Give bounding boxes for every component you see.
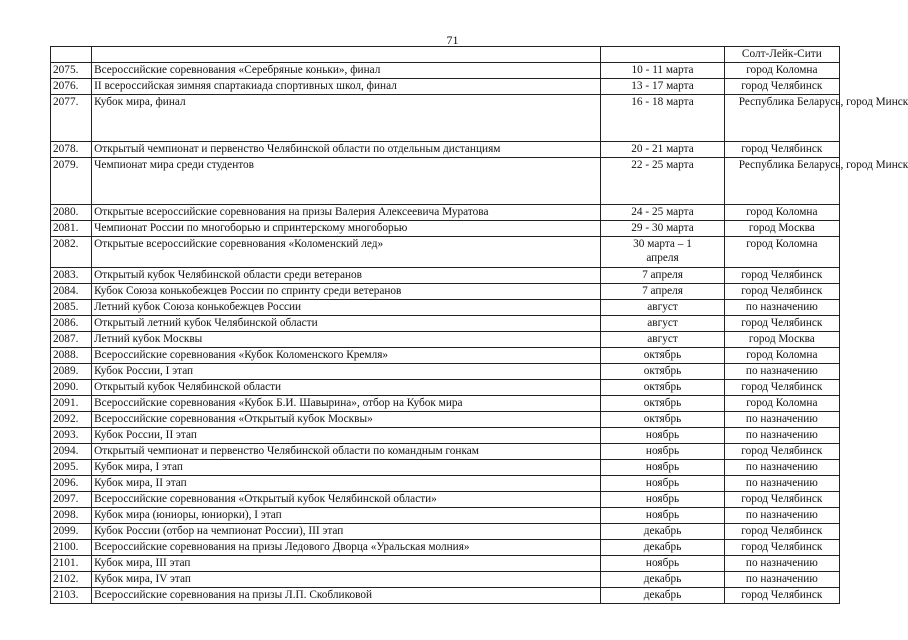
event-name-cell: Всероссийские соревнования «Кубок Б.И. Шавырина», отбор на Кубок мира [92, 396, 601, 412]
table-row [51, 380, 840, 396]
event-place-cell: город Коломна [724, 237, 839, 268]
table-row [51, 428, 840, 444]
row-number-cell: 2098. [51, 508, 92, 524]
event-name-cell: Открытый чемпионат и первенство Челябинской области по командным гонкам [92, 444, 601, 460]
event-place-cell: город Челябинск [724, 492, 839, 508]
header-name-cell [92, 47, 601, 63]
event-name-cell: Чемпионат мира среди студентов [92, 158, 601, 205]
event-place-cell: город Челябинск [724, 142, 839, 158]
event-place-cell: по назначению [724, 300, 839, 316]
event-place-cell: город Коломна [724, 63, 839, 79]
table-row [51, 508, 840, 524]
table-row [51, 142, 840, 158]
table-row [51, 524, 840, 540]
table-row [51, 332, 840, 348]
table-row [51, 237, 840, 268]
event-date-cell: 24 - 25 марта [601, 205, 724, 221]
event-place-cell: город Коломна [724, 396, 839, 412]
event-name-cell: Кубок мира, IV этап [92, 572, 601, 588]
table-row [51, 300, 840, 316]
table-row [51, 460, 840, 476]
row-number-cell: 2090. [51, 380, 92, 396]
table-row [51, 492, 840, 508]
event-place-cell: по назначению [724, 428, 839, 444]
event-place-cell: по назначению [724, 412, 839, 428]
table-row [51, 556, 840, 572]
event-name-cell: Открытые всероссийские соревнования на призы Валерия Алексеевича Муратова [92, 205, 601, 221]
row-number-cell: 2089. [51, 364, 92, 380]
event-place-cell: город Челябинск [724, 524, 839, 540]
event-place-cell: по назначению [724, 508, 839, 524]
table-row [51, 572, 840, 588]
event-date-cell: ноябрь [601, 444, 724, 460]
event-date-cell: 29 - 30 марта [601, 221, 724, 237]
table-row [51, 284, 840, 300]
row-number-cell: 2103. [51, 588, 92, 604]
schedule-table-body [51, 47, 908, 604]
event-place-cell: город Челябинск [724, 316, 839, 332]
table-row [51, 348, 840, 364]
event-place-cell: по назначению [724, 556, 839, 572]
row-number-cell: 2076. [51, 79, 92, 95]
event-place-cell: Республика Беларусь, город Минск [724, 95, 839, 142]
table-row [51, 221, 840, 237]
event-date-cell: 10 - 11 марта [601, 63, 724, 79]
event-date-cell: 7 апреля [601, 268, 724, 284]
event-date-cell: октябрь [601, 380, 724, 396]
header-number-cell [51, 47, 92, 63]
event-date-cell: 13 - 17 марта [601, 79, 724, 95]
event-name-cell: Всероссийские соревнования на призы Ледового Дворца «Уральская молния» [92, 540, 601, 556]
event-date-cell: декабрь [601, 588, 724, 604]
table-row [51, 79, 840, 95]
event-date-cell: декабрь [601, 540, 724, 556]
event-name-cell: Летний кубок Москвы [92, 332, 601, 348]
event-place-cell: город Челябинск [724, 380, 839, 396]
event-date-cell: август [601, 300, 724, 316]
event-name-cell: Открытый чемпионат и первенство Челябинской области по отдельным дистанциям [92, 142, 601, 158]
row-number-cell: 2083. [51, 268, 92, 284]
event-date-cell: август [601, 316, 724, 332]
table-row [51, 364, 840, 380]
row-number-cell: 2095. [51, 460, 92, 476]
table-row [51, 316, 840, 332]
event-place-cell: город Москва [724, 221, 839, 237]
event-name-cell: Кубок России, I этап [92, 364, 601, 380]
event-place-cell: по назначению [724, 476, 839, 492]
table-row [51, 63, 840, 79]
row-number-cell: 2094. [51, 444, 92, 460]
row-number-cell: 2100. [51, 540, 92, 556]
table-row [51, 205, 840, 221]
table-row [51, 540, 840, 556]
event-place-cell: город Челябинск [724, 268, 839, 284]
event-name-cell: Кубок мира (юниоры, юниорки), I этап [92, 508, 601, 524]
row-number-cell: 2081. [51, 221, 92, 237]
event-date-cell: октябрь [601, 412, 724, 428]
event-name-cell: Летний кубок Союза конькобежцев России [92, 300, 601, 316]
event-place-cell: город Челябинск [724, 444, 839, 460]
event-date-cell: декабрь [601, 524, 724, 540]
event-name-cell: Кубок Союза конькобежцев России по спринту среди ветеранов [92, 284, 601, 300]
row-number-cell: 2088. [51, 348, 92, 364]
row-number-cell: 2080. [51, 205, 92, 221]
row-number-cell: 2086. [51, 316, 92, 332]
event-name-cell: Всероссийские соревнования «Открытый кубок Москвы» [92, 412, 601, 428]
event-name-cell: Кубок мира, I этап [92, 460, 601, 476]
event-name-cell: Кубок мира, финал [92, 95, 601, 142]
table-header-row [51, 47, 840, 63]
event-date-cell: 20 - 21 марта [601, 142, 724, 158]
table-row [51, 396, 840, 412]
row-number-cell: 2075. [51, 63, 92, 79]
header-date-cell [601, 47, 724, 63]
event-name-cell: Открытый кубок Челябинской области [92, 380, 601, 396]
event-name-cell: Кубок России (отбор на чемпионат России), III этап [92, 524, 601, 540]
event-date-cell: декабрь [601, 572, 724, 588]
table-row [51, 158, 840, 205]
event-name-cell: Всероссийские соревнования «Серебряные коньки», финал [92, 63, 601, 79]
event-place-cell: город Коломна [724, 205, 839, 221]
row-number-cell: 2091. [51, 396, 92, 412]
table-row [51, 588, 840, 604]
row-number-cell: 2093. [51, 428, 92, 444]
event-date-cell: ноябрь [601, 460, 724, 476]
event-date-cell: 7 апреля [601, 284, 724, 300]
event-name-cell: Кубок мира, II этап [92, 476, 601, 492]
event-name-cell: Открытые всероссийские соревнования «Коломенский лед» [92, 237, 601, 268]
event-name-cell: Кубок мира, III этап [92, 556, 601, 572]
table-row [51, 412, 840, 428]
page-number: 71 [446, 33, 459, 47]
row-number-cell: 2077. [51, 95, 92, 142]
row-number-cell: 2078. [51, 142, 92, 158]
event-place-cell: по назначению [724, 364, 839, 380]
event-place-cell: по назначению [724, 460, 839, 476]
table-row [51, 268, 840, 284]
row-number-cell: 2096. [51, 476, 92, 492]
event-name-cell: Открытый кубок Челябинской области среди ветеранов [92, 268, 601, 284]
table-row [51, 476, 840, 492]
row-number-cell: 2084. [51, 284, 92, 300]
event-date-cell: октябрь [601, 348, 724, 364]
event-date-cell: октябрь [601, 396, 724, 412]
event-date-cell: ноябрь [601, 476, 724, 492]
event-place-cell: город Челябинск [724, 79, 839, 95]
event-name-cell: Открытый летний кубок Челябинской области [92, 316, 601, 332]
table-row [51, 444, 840, 460]
row-number-cell: 2099. [51, 524, 92, 540]
event-place-cell: город Коломна [724, 348, 839, 364]
row-number-cell: 2101. [51, 556, 92, 572]
row-number-cell: 2092. [51, 412, 92, 428]
event-name-cell: Кубок России, II этап [92, 428, 601, 444]
event-place-cell: город Челябинск [724, 588, 839, 604]
event-place-cell: Республика Беларусь, город Минск [724, 158, 839, 205]
event-date-cell: ноябрь [601, 556, 724, 572]
row-number-cell: 2082. [51, 237, 92, 268]
event-date-cell: октябрь [601, 364, 724, 380]
row-number-cell: 2102. [51, 572, 92, 588]
event-date-cell: 22 - 25 марта [601, 158, 724, 205]
event-date-cell: август [601, 332, 724, 348]
event-date-cell: 16 - 18 марта [601, 95, 724, 142]
event-name-cell: Всероссийские соревнования «Открытый кубок Челябинской области» [92, 492, 601, 508]
event-name-cell: II всероссийская зимняя спартакиада спортивных школ, финал [92, 79, 601, 95]
event-name-cell: Чемпионат России по многоборью и спринтерскому многоборью [92, 221, 601, 237]
event-place-cell: город Челябинск [724, 284, 839, 300]
event-name-cell: Всероссийские соревнования на призы Л.П. Скобликовой [92, 588, 601, 604]
row-number-cell: 2087. [51, 332, 92, 348]
row-number-cell: 2097. [51, 492, 92, 508]
header-place-cell: Солт-Лейк-Сити [724, 47, 839, 63]
table-row [51, 95, 840, 142]
event-date-cell: 30 марта – 1 апреля [601, 237, 724, 268]
event-place-cell: город Челябинск [724, 540, 839, 556]
event-name-cell: Всероссийские соревнования «Кубок Коломенского Кремля» [92, 348, 601, 364]
event-place-cell: город Москва [724, 332, 839, 348]
event-date-cell: ноябрь [601, 508, 724, 524]
event-date-cell: ноябрь [601, 492, 724, 508]
event-date-cell: ноябрь [601, 428, 724, 444]
schedule-table [50, 46, 908, 604]
row-number-cell: 2079. [51, 158, 92, 205]
row-number-cell: 2085. [51, 300, 92, 316]
event-place-cell: по назначению [724, 572, 839, 588]
